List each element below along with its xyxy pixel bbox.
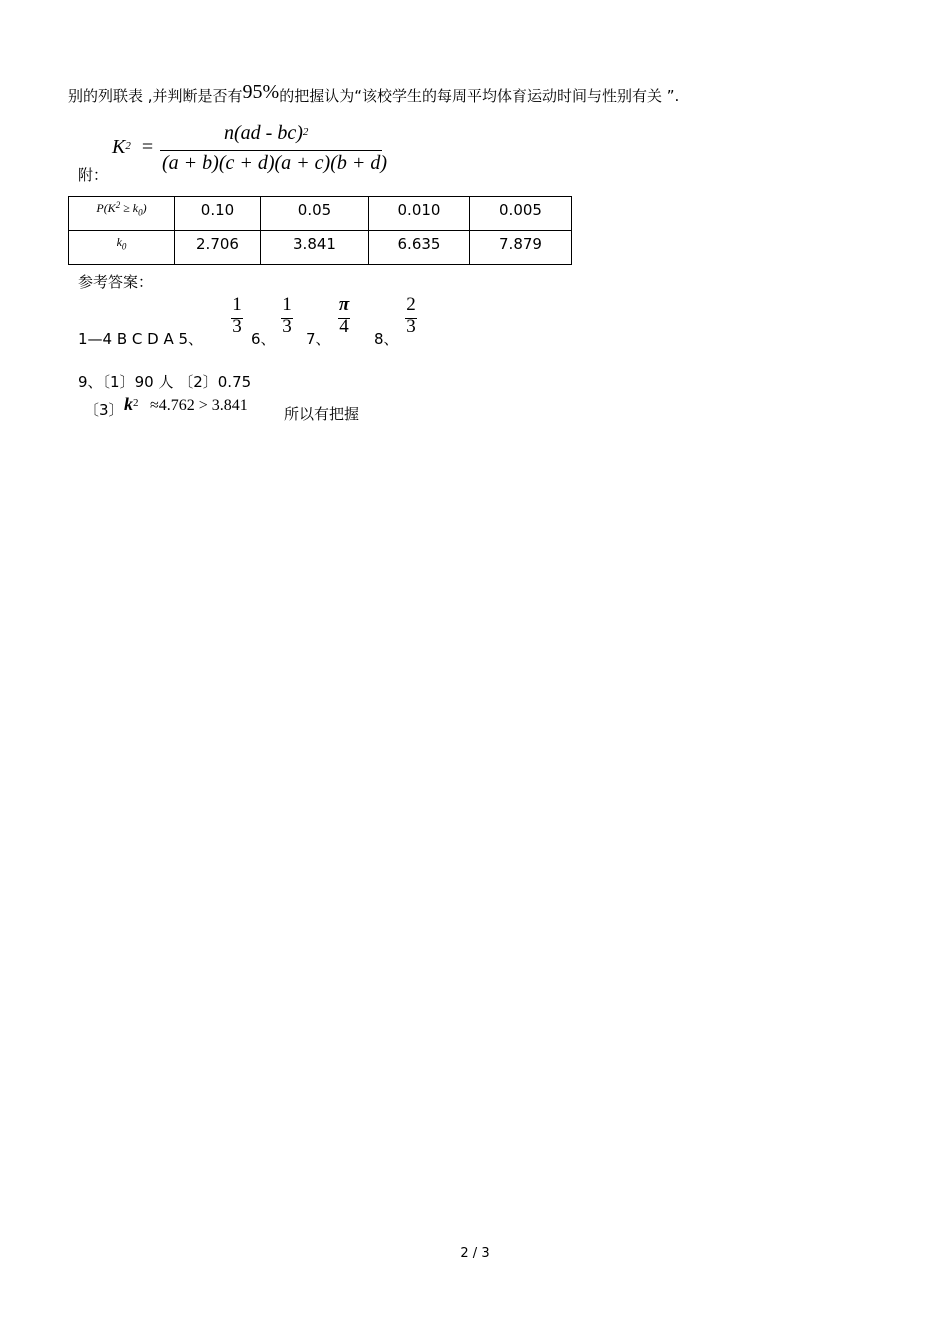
fraction-numerator: 2	[406, 294, 416, 315]
fraction-denominator: 3	[282, 316, 292, 337]
fraction-denominator: 3	[406, 316, 416, 337]
answers-line-3-prefix: 〔3〕	[84, 401, 124, 419]
appendix-label: 附：	[78, 166, 109, 184]
paragraph-part-b: 的把握认为“该校学生的每周平均体育运动时间与性别有关 ”.	[279, 87, 680, 105]
k-symbol: k	[124, 394, 133, 414]
fraction-numerator: π	[338, 294, 350, 315]
fraction-denominator: 3	[232, 316, 242, 337]
table-cell: 0.010	[369, 197, 470, 231]
formula-numerator-exponent: 2	[302, 126, 309, 138]
fraction-numerator: 1	[232, 294, 242, 315]
answer-item-8-label: 8、	[374, 330, 399, 348]
header-p-tail: ≥ k	[120, 201, 139, 215]
formula-lhs	[112, 136, 153, 159]
table-cell: 0.10	[175, 197, 261, 231]
table-cell: 7.879	[470, 231, 572, 265]
formula-fraction-bar	[160, 150, 382, 151]
page-number: 2 / 3	[460, 1246, 490, 1261]
fraction-denominator: 4	[339, 316, 349, 337]
formula-k-exponent: 2	[125, 140, 131, 152]
header-p-sub: 0	[138, 207, 143, 218]
k-squared-inequality: ≈4.762 > 3.841	[150, 397, 248, 414]
table-cell: 0.005	[470, 197, 572, 231]
answer-item-6-label: 6、	[251, 330, 276, 348]
formula-numerator-text: n(ad - bc)	[224, 122, 303, 144]
table-cell: 0.05	[261, 197, 369, 231]
k-squared-symbol	[124, 394, 139, 415]
fraction-numerator: 1	[282, 294, 292, 315]
answer-item-7-label: 7、	[306, 330, 331, 348]
formula-numerator	[224, 122, 308, 145]
percent-value: 95%	[242, 81, 280, 103]
table-cell: 3.841	[261, 231, 369, 265]
formula-denominator: (a + b)(c + d)(a + c)(b + d)	[162, 152, 388, 174]
header-p-main: P(K	[96, 201, 116, 215]
table-header-k0	[69, 231, 175, 265]
answers-conclusion: 所以有把握	[284, 405, 360, 423]
answers-line-9: 9、〔1〕90 人 〔2〕0.75	[78, 373, 252, 391]
question-paragraph	[68, 81, 680, 107]
answers-title: 参考答案：	[78, 273, 154, 291]
table-header-probability	[69, 197, 175, 231]
table-row	[69, 231, 572, 265]
formula-equals: =	[141, 136, 154, 158]
k-exponent: 2	[133, 397, 139, 409]
chi-square-formula	[112, 122, 402, 178]
table-cell: 6.635	[369, 231, 470, 265]
table-cell: 2.706	[175, 231, 261, 265]
table-row	[69, 197, 572, 231]
header-k-sub: 0	[121, 241, 127, 252]
header-p-close: )	[142, 201, 147, 215]
critical-value-table	[68, 196, 572, 265]
formula-k: K	[112, 136, 126, 158]
paragraph-part-a: 别的列联表 ,并判断是否有	[68, 87, 243, 105]
answers-line-1: 1—4 B C D A 5、	[78, 330, 204, 348]
header-k-main: k	[116, 235, 122, 249]
header-p-exp: 2	[115, 200, 121, 210]
